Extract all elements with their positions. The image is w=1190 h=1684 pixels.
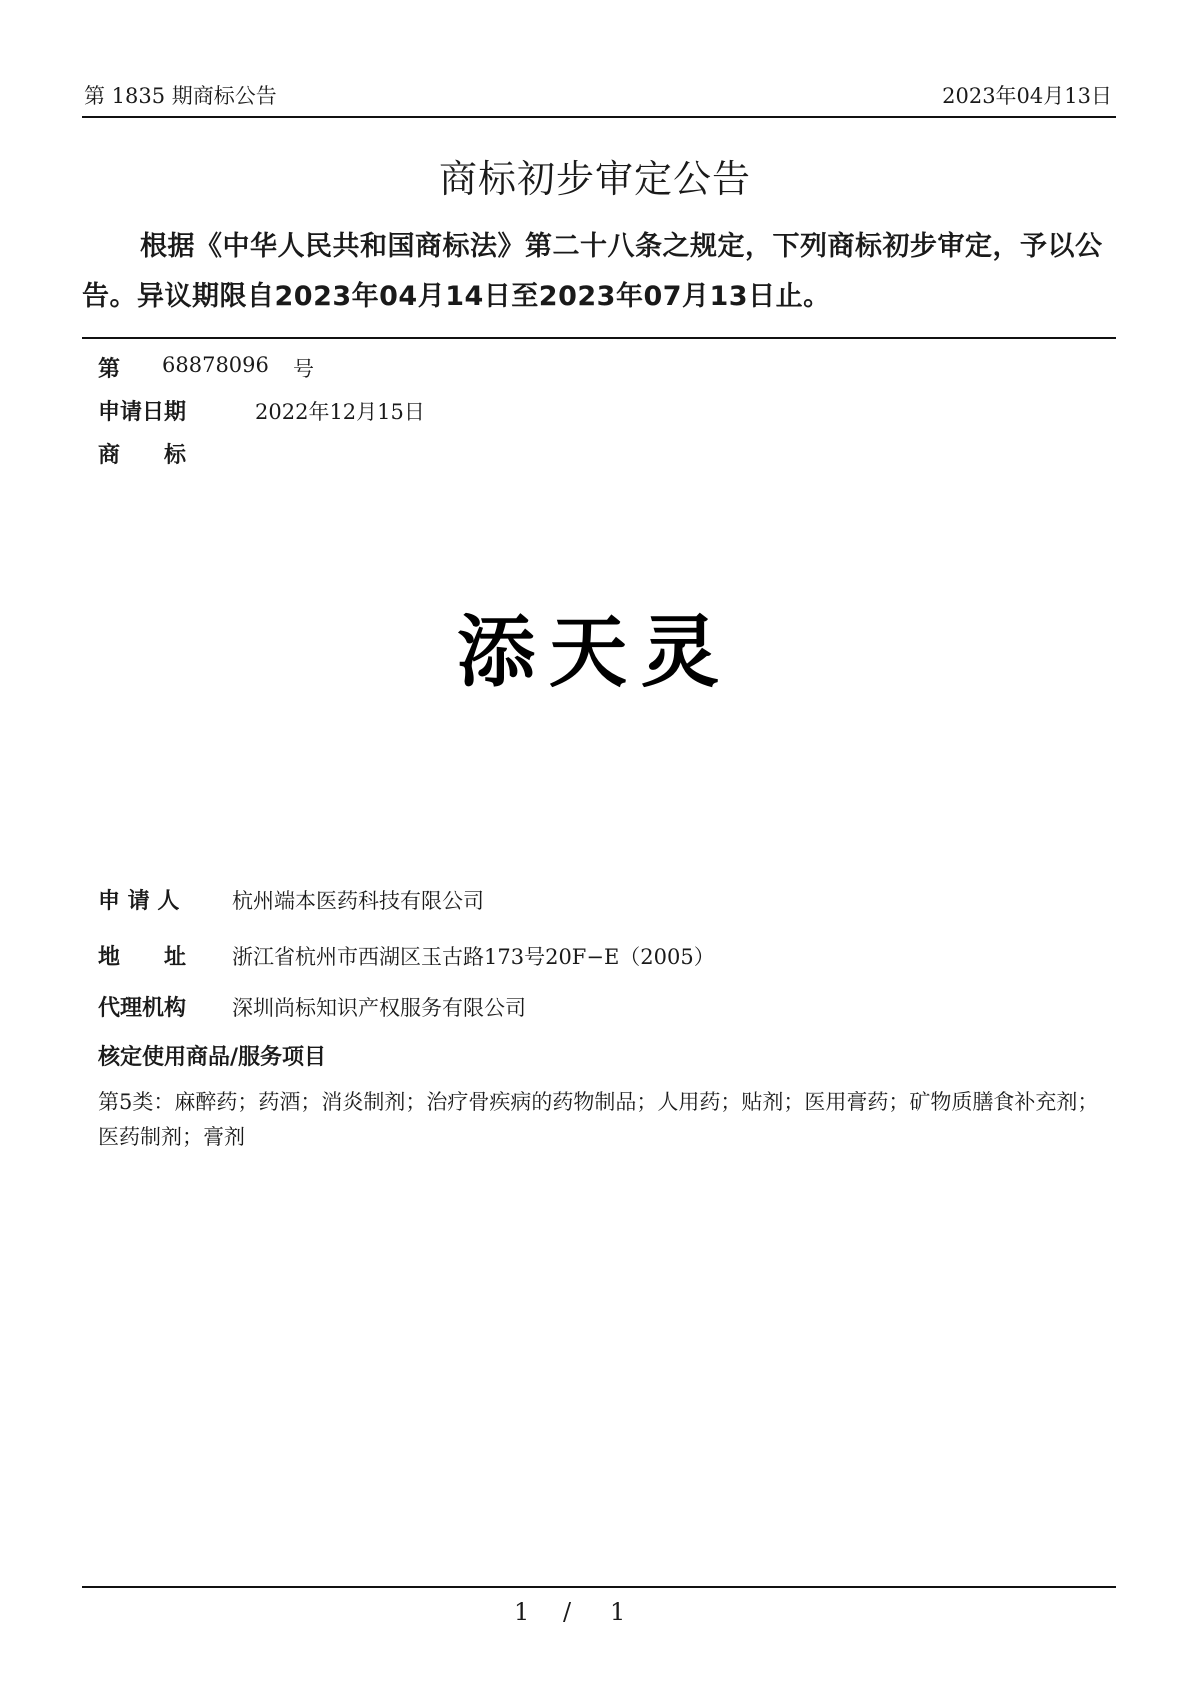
page-title: 商标初步审定公告 (438, 157, 751, 201)
filing-date: 2022年12月15日 (255, 400, 425, 424)
mark-label: 商 标 (98, 443, 187, 468)
footer-divider (82, 1586, 1116, 1588)
header-issue: 第 1835 期商标公告 (84, 84, 277, 108)
header-divider (82, 116, 1116, 118)
agent-label: 代理机构 (98, 996, 187, 1021)
section-divider (82, 337, 1116, 339)
header-date: 2023年04月13日 (942, 84, 1112, 108)
number-label-prefix: 第 (98, 357, 121, 382)
intro-paragraph: 根据《中华人民共和国商标法》第二十八条之规定，下列商标初步审定，予以公告。异议期限自2023年04月14日至2023年07月13日止。 (82, 231, 1103, 312)
goods-label: 核定使用商品/服务项目 (98, 1045, 327, 1070)
page-current: 1 (514, 1598, 530, 1626)
trademark-image: 添天灵 (456, 607, 733, 698)
page-total: 1 (610, 1598, 626, 1626)
page-separator: / (563, 1598, 572, 1626)
filing-date-label: 申请日期 (98, 400, 187, 425)
applicant: 杭州端本医药科技有限公司 (232, 889, 484, 913)
agent: 深圳尚标知识产权服务有限公司 (232, 996, 526, 1020)
goods-list: 第5类：麻醉药；药酒；消炎制剂；治疗骨疾病的药物制品；人用药；贴剂；医用膏药；矿物质膳食补充剂；医药制剂；膏剂 (98, 1090, 1099, 1149)
applicant-label: 申 请 人 (98, 889, 180, 914)
registration-number: 68878096 (162, 353, 269, 377)
address: 浙江省杭州市西湖区玉古路173号20F−E（2005） (232, 945, 715, 969)
address-label: 地 址 (98, 945, 187, 970)
number-label-suffix: 号 (293, 357, 314, 381)
